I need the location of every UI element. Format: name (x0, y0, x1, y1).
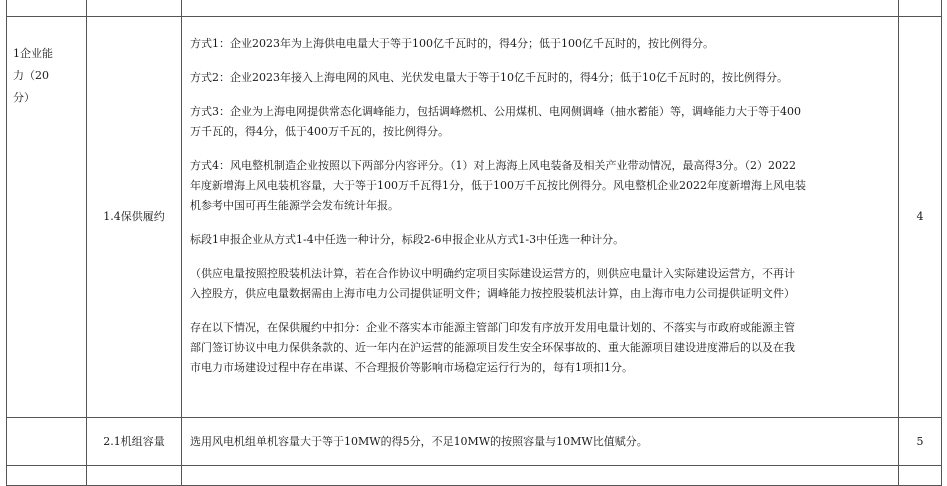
criteria-paragraph (190, 264, 890, 304)
criteria-cell (182, 17, 899, 418)
cell-empty (87, 0, 182, 17)
score-cell: 5 (899, 418, 942, 466)
criteria-paragraph (190, 34, 890, 54)
text-line: 方式3：企业为上海电网提供常态化调峰能力，包括调峰燃机、公用煤机、电网侧调峰（抽水蓄能）等，调峰能力大于等于400 (190, 105, 801, 118)
table-row-top (7, 0, 942, 17)
cell-empty (182, 0, 899, 17)
text-line: 部门签订协议中电力保供条款的、近一年内在沪运营的能源项目发生安全环保事故的、重大能源项目建设进度滞后的以及在我 (190, 341, 795, 354)
cell-empty (899, 466, 942, 486)
text-line: 方式1：企业2023年为上海供电电量大于等于100亿千瓦时的，得4分；低于100亿千瓦时的，按比例得分。 (190, 37, 714, 50)
category-cell (7, 17, 87, 418)
text-line: 万千瓦的，得4分，低于400万千瓦的，按比例得分。 (190, 125, 449, 138)
cell-empty (7, 0, 87, 17)
text-line: 机参考中国可再生能源学会发布统计年报。 (190, 199, 399, 212)
cell-empty (87, 466, 182, 486)
item-name: 2.1机组容量 (87, 418, 182, 466)
text-line: 方式2：企业2023年接入上海电网的风电、光伏发电量大于等于10亿千瓦时的，得4分；低于10亿千瓦时的，按比例得分。 (190, 71, 788, 84)
table-row (7, 418, 942, 466)
criteria-paragraph (190, 102, 890, 142)
text-line: （供应电量按照控股装机法计算，若在合作协议中明确约定项目实际建设运营方的，则供应电量计入实际建设运营方，不再计 (190, 267, 795, 280)
score-cell: 4 (899, 17, 942, 418)
scoring-table (6, 0, 942, 486)
category-cell (7, 418, 87, 466)
text-line: 入控股方，供应电量数据需由上海市电力公司提供证明文件；调峰能力按控股装机法计算，由上海市电力公司提供证明文件） (190, 287, 795, 300)
criteria-paragraph (190, 230, 890, 250)
criteria-cell (182, 418, 899, 466)
cell-empty (899, 0, 942, 17)
criteria-paragraph (190, 68, 890, 88)
category-line: 分） (13, 91, 35, 104)
text-line: 选用风电机组单机容量大于等于10MW的得5分，不足10MW的按照容量与10MW比值赋分。 (190, 434, 648, 448)
text-line: 标段1申报企业从方式1-4中任选一种计分，标段2-6申报企业从方式1-3中任选一种计分。 (190, 233, 625, 246)
table-row (7, 17, 942, 418)
text-line: 存在以下情况，在保供履约中扣分：企业不落实本市能源主管部门印发有序放开发用电量计划的、不落实与市政府或能源主管 (190, 321, 795, 334)
category-line: 1企业能 (13, 47, 53, 60)
item-name: 1.4保供履约 (87, 17, 182, 418)
text-line: 市电力市场建设过程中存在串谋、不合理报价等影响市场稳定运行行为的，每有1项扣1分。 (190, 361, 633, 374)
category-line: 力（20 (13, 69, 49, 82)
cell-empty (182, 466, 899, 486)
table-row-bottom (7, 466, 942, 486)
cell-empty (7, 466, 87, 486)
text-line: 方式4：风电整机制造企业按照以下两部分内容评分。（1）对上海海上风电装备及相关产业带动情况，最高得3分。（2）2022 (190, 159, 796, 172)
criteria-paragraph (190, 156, 890, 216)
criteria-paragraph (190, 318, 890, 378)
text-line: 年度新增海上风电装机容量，大于等于100万千瓦得1分，低于100万千瓦按比例得分。风电整机企业2022年度新增海上风电装 (190, 179, 806, 192)
